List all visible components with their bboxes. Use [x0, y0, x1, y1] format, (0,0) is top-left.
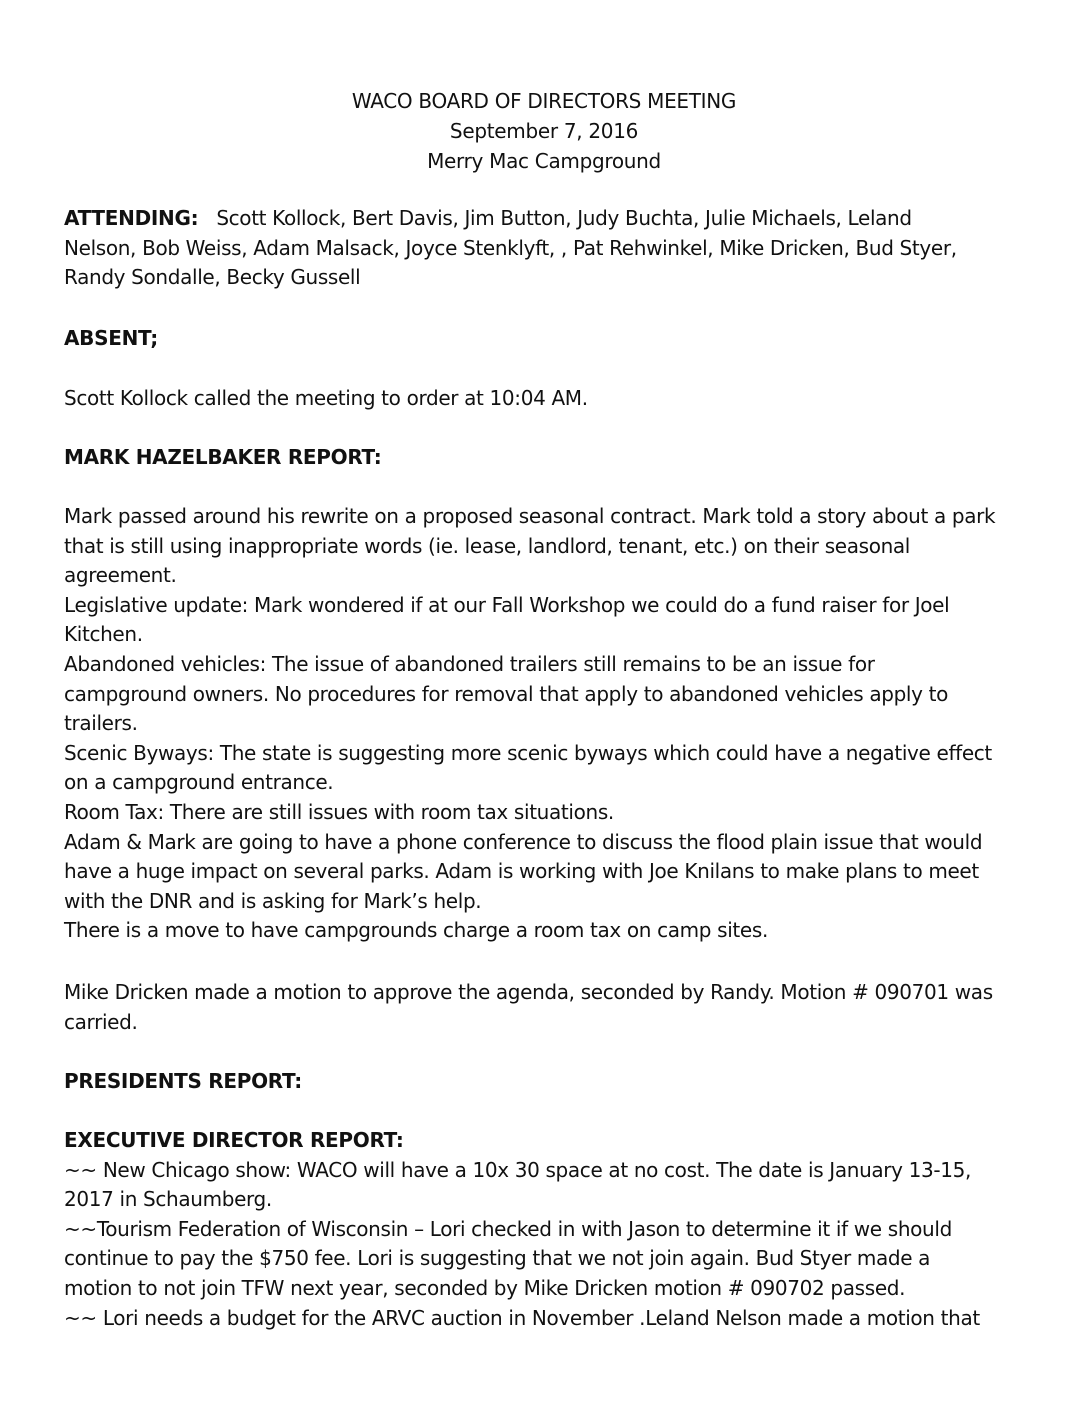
executive-report-line: ~~Tourism Federation of Wisconsin – Lori checked in with Jason to determine it if we should — [64, 1216, 952, 1241]
agenda-motion-line: Mike Dricken made a motion to approve the agenda, seconded by Randy. Motion # 090701 was — [64, 980, 993, 1004]
executive-report-line: ~~ New Chicago show: WACO will have a 10x 30 space at no cost. The date is January 13-15, — [64, 1157, 972, 1182]
call-to-order — [64, 384, 1029, 414]
meeting-title: WACO BOARD OF DIRECTORS MEETING — [351, 89, 737, 113]
executive-report-line: 2017 in Schaumberg. — [64, 1187, 272, 1212]
agenda-motion — [64, 978, 1029, 1037]
mark-report-heading-block — [64, 443, 1029, 473]
attending-names-line-2: Nelson, Bob Weiss, Adam Malsack, Joyce Stenklyft, , Pat Rehwinkel, Mike Dricken, Bud Styer, — [64, 235, 957, 260]
mark-report-line: Mark passed around his rewrite on a proposed seasonal contract. Mark told a story about a park — [64, 504, 996, 528]
mark-report-line: Abandoned vehicles: The issue of abandoned trailers still remains to be an issue for — [64, 651, 875, 676]
mark-report-line: agreement. — [64, 563, 177, 588]
mark-report-line: Room Tax: There are still issues with room tax situations. — [64, 799, 614, 824]
mark-report-line: Scenic Byways: The state is suggesting more scenic byways which could have a negative effect — [64, 740, 992, 765]
attending-names-line-3: Randy Sondalle, Becky Gussell — [64, 265, 361, 290]
mark-report-line: Legislative update: Mark wondered if at our Fall Workshop we could do a fund raiser for Joel — [64, 592, 950, 617]
mark-report-line: Kitchen. — [64, 622, 143, 647]
presidents-report-heading: PRESIDENTS REPORT: — [64, 1069, 302, 1093]
attending-names-line-1: Scott Kollock, Bert Davis, Jim Button, Judy Buchta, Julie Michaels, Leland — [216, 206, 912, 230]
mark-report-line: campground owners. No procedures for removal that apply to abandoned vehicles apply to — [64, 681, 948, 706]
attending-section — [64, 204, 1029, 293]
executive-report-line: ~~ Lori needs a budget for the ARVC auction in November .Leland Nelson made a motion that — [64, 1305, 980, 1330]
executive-report-line: motion to not join TFW next year, seconded by Mike Dricken motion # 090702 passed. — [64, 1275, 906, 1300]
mark-report-heading: MARK HAZELBAKER REPORT: — [64, 445, 382, 469]
meeting-header — [0, 86, 1088, 176]
call-to-order-text: Scott Kollock called the meeting to order at 10:04 AM. — [64, 386, 588, 410]
presidents-report-block — [64, 1067, 1029, 1097]
meeting-location: Merry Mac Campground — [427, 149, 661, 173]
agenda-motion-line: carried. — [64, 1009, 138, 1034]
executive-report-line: continue to pay the $750 fee. Lori is suggesting that we not join again. Bud Styer made a — [64, 1246, 931, 1271]
absent-section — [64, 324, 1029, 354]
executive-report-block — [64, 1126, 1029, 1333]
mark-report-line: on a campground entrance. — [64, 770, 334, 795]
attending-label: ATTENDING: — [64, 206, 199, 230]
executive-report-heading: EXECUTIVE DIRECTOR REPORT: — [64, 1128, 404, 1152]
mark-report-line: with the DNR and is asking for Mark’s help. — [64, 888, 482, 913]
mark-report-line: Adam & Mark are going to have a phone conference to discuss the flood plain issue that would — [64, 829, 983, 854]
mark-report-body — [64, 502, 1029, 946]
mark-report-line: There is a move to have campgrounds charge a room tax on camp sites. — [64, 918, 768, 943]
mark-report-line: trailers. — [64, 711, 138, 736]
absent-label: ABSENT; — [64, 326, 158, 350]
mark-report-line: have a huge impact on several parks. Adam is working with Joe Knilans to make plans to meet — [64, 859, 979, 884]
meeting-date: September 7, 2016 — [449, 119, 639, 143]
mark-report-line: that is still using inappropriate words (ie. lease, landlord, tenant, etc.) on their seasonal — [64, 533, 911, 558]
